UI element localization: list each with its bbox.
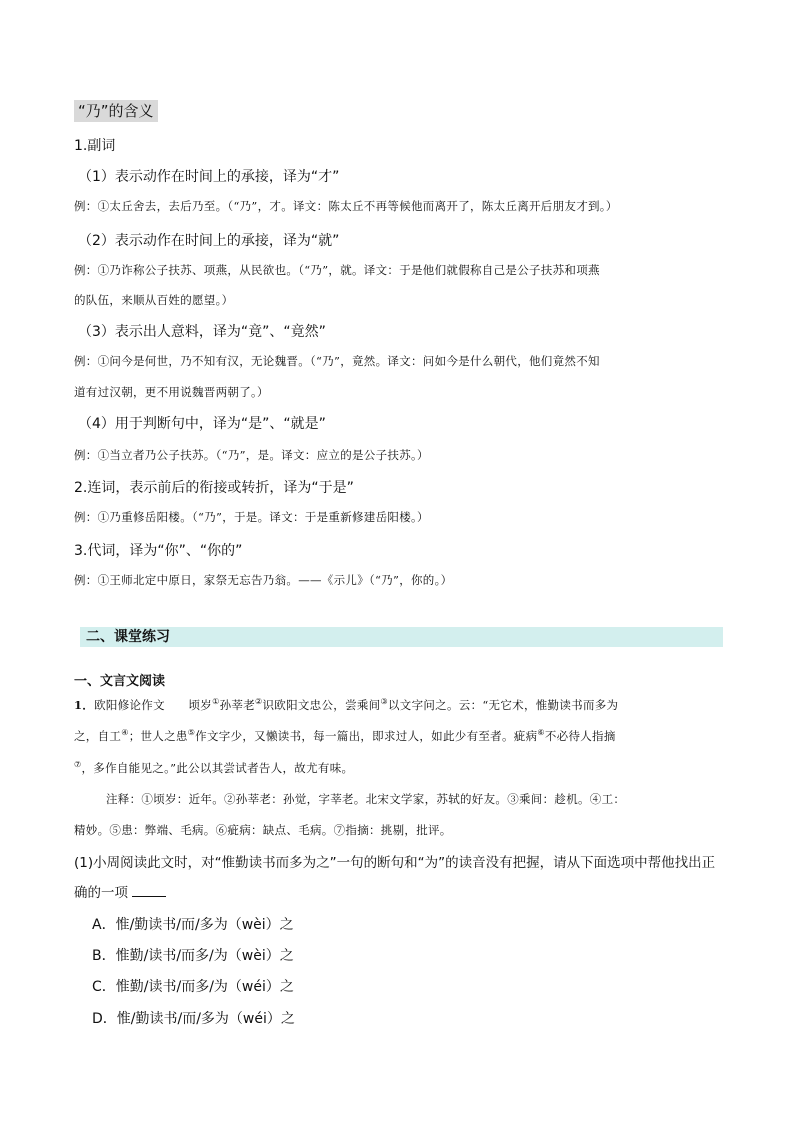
example-5: 例：①乃重修岳阳楼。（“乃”，于是。译文：于是重新修建岳阳楼。） [74,510,429,524]
passage-text: ；世人之患 [128,729,188,743]
option-a[interactable]: A．惟/勤读书/而/多为（wèi）之 [92,917,294,933]
footnote-mark: ③ [380,697,388,707]
example-4: 例：①当立者乃公子扶苏。（“乃”，是。译文：应立的是公子扶苏。） [74,448,429,462]
footnote-mark: ⑦ [74,760,82,770]
option-b[interactable]: B．惟勤/读书/而多/为（wèi）之 [92,948,294,964]
passage-line-3 [74,760,353,776]
section-heading: “乃”的含义 [74,100,158,122]
sense-1-4: （4）用于判断句中，译为“是”、“就是” [78,416,326,432]
notes-line-1: 注释：①顷岁：近年。②孙莘老：孙觉，字莘老。北宋文学家，苏轼的好友。③乘间：趁机。④工： [106,792,626,806]
passage-text: 孙莘老 [219,698,255,712]
sub-question-1b [74,881,166,901]
passage-text: 作文字少，又懒读书，每一篇出，即求过人，如此少有至者。疵病 [195,729,538,743]
footnote-mark: ④ [121,728,129,738]
answer-blank[interactable] [132,884,166,897]
passage-text: 不必待人指摘 [544,729,616,743]
passage-line-2 [74,728,616,744]
sense-1-3: （3）表示出人意料，译为“竟”、“竟然” [78,324,326,340]
footnote-mark: ① [212,697,220,707]
passage-text: 之，自工 [74,729,122,743]
passage-text: 识欧阳文忠公，尝乘间 [262,698,381,712]
practice-section-bar: 二、课堂练习 [80,627,723,647]
notes-line-2: 精妙。⑤患：弊端、毛病。⑥疵病：缺点、毛病。⑦指摘：挑剔，批评。 [74,823,452,837]
example-1: 例：①太丘舍去，去后乃至。（“乃”，才。译文：陈太丘不再等候他而离开了，陈太丘离开后朋友才到。） [74,199,618,213]
sense-3-title: 3.代词，译为“你”、“你的” [74,543,243,559]
footnote-mark: ⑤ [187,728,196,738]
sense-1-title: 1.副词 [74,138,116,154]
option-d[interactable]: D．惟/勤读书/而/多为（wéi）之 [92,1011,295,1027]
example-2b: 的队伍，来顺从百姓的愿望。） [74,293,234,307]
passage-text: 以文字问之。云：“无它术，惟勤读书而多为 [387,698,619,712]
passage-text: 欧阳修论作文 顷岁 [94,698,213,712]
footnote-mark: ② [255,697,263,707]
sub-question-text: 确的一项 [74,885,128,901]
example-2a: 例：①乃诈称公子扶苏、项燕，从民欲也。（“乃”，就。译文：于是他们就假称自己是公子扶苏和项燕 [74,263,600,277]
question-number: 1． [74,698,95,712]
example-6: 例：①王师北定中原日，家祭无忘告乃翁。——《示儿》（“乃”，你的。） [74,573,453,587]
option-c[interactable]: C．惟勤/读书/而多/为（wéi）之 [92,979,294,995]
sense-1-1: （1）表示动作在时间上的承接，译为“才” [78,169,340,185]
sense-1-2: （2）表示动作在时间上的承接，译为“就” [78,233,340,249]
sub-question-1a: (1)小周阅读此文时，对“惟勤读书而多为之”一句的断句和“为”的读音没有把握，请从下面选项中帮他找出正 [74,855,716,871]
passage-text: ，多作自能见之。”此公以其尝试者告人，故尤有味。 [81,761,354,775]
example-3b: 道有过汉朝，更不用说魏晋两朝了。） [74,385,269,399]
footnote-mark: ⑥ [537,728,545,738]
sense-2-title: 2.连词，表示前后的衔接或转折，译为“于是” [74,480,354,496]
passage-line-1 [74,697,618,713]
reading-part-title: 一、文言文阅读 [74,674,166,689]
example-3a: 例：①问今是何世，乃不知有汉，无论魏晋。（“乃”，竟然。译文：问如今是什么朝代，他们竟然不知 [74,354,600,368]
